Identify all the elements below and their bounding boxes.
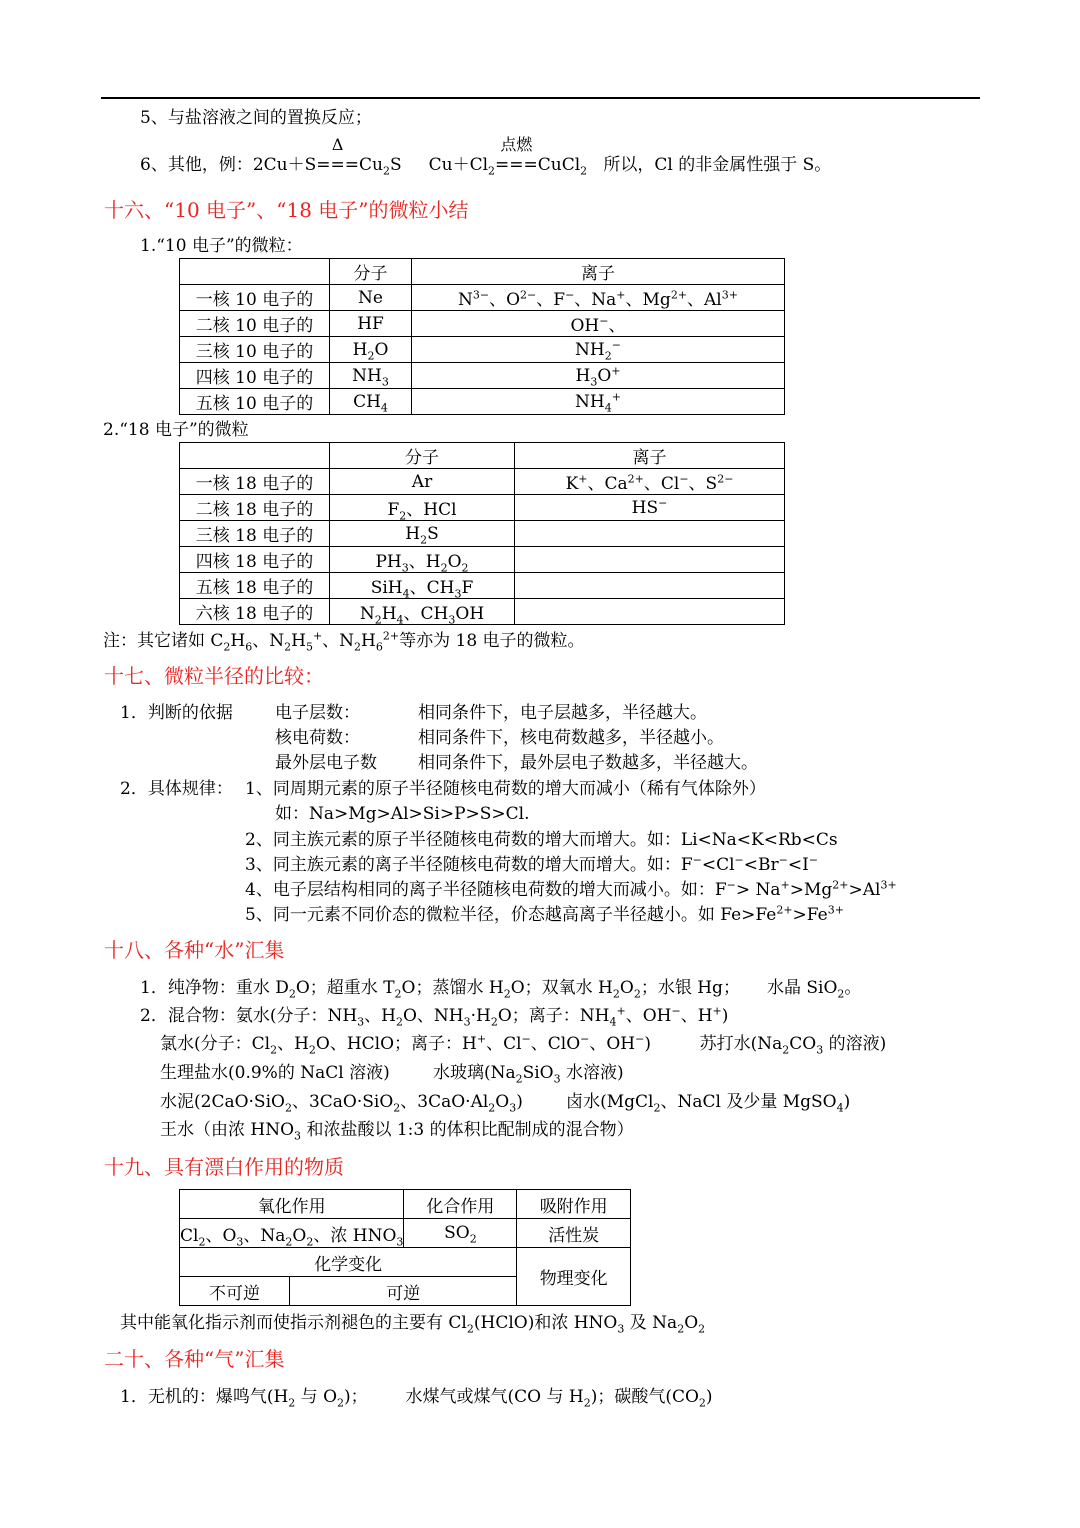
sec17-rule2: 2、同主族元素的原子半径随核电荷数的增大而增大。如：Li<Na<K<Rb<Cs — [245, 830, 838, 850]
table-row — [180, 599, 785, 625]
table-cell: 二核 10 电子的 — [180, 311, 330, 337]
table-cell: 四核 10 电子的 — [180, 363, 330, 389]
table-cell: K+、$Ca^{2+}$、Cl−、$S^{2-}$ — [515, 469, 785, 495]
section-16-title: 十六、“10 电子”、“18 电子”的微粒小结 — [104, 198, 469, 222]
intro-line-6-prefix: 6、其他，例： — [140, 155, 253, 175]
table-row — [180, 1219, 631, 1248]
table-row — [180, 389, 785, 415]
table-row — [180, 547, 785, 573]
intro-line-5: 5、与盐溶液之间的置换反应； — [140, 108, 372, 128]
table-cell: $H_2S$ — [330, 521, 515, 547]
sec17-r1-a: 电子层数： — [275, 703, 360, 723]
table-cell: 离子 — [412, 259, 785, 285]
table-cell — [515, 521, 785, 547]
table-cell: 四核 18 电子的 — [180, 547, 330, 573]
table-cell: $NH_3$ — [330, 363, 412, 389]
ignite-label: 点燃 — [500, 135, 533, 154]
sec17-rule4: 4、电子层结构相同的离子半径随核电荷数的增大而减小。如：$F^-> Na^+>Mg^{2+}>Al^{3+}$ — [245, 878, 897, 900]
sec16-sub1: 1.“10 电子”的微粒： — [140, 236, 303, 256]
table-cell: Ar — [330, 469, 515, 495]
table-cell: $H_2O$ — [330, 337, 412, 363]
reaction-arrow-ignite: 点燃 === — [495, 135, 538, 175]
table-cell: 分子 — [330, 443, 515, 469]
table-cell: $Cl_2$、$O_3$、$Na_2O_2$、浓 $HNO_3$ — [180, 1219, 404, 1248]
table-cell: 一核 10 电子的 — [180, 285, 330, 311]
table-row — [180, 1248, 631, 1277]
table-cell: $N_2H_4$、$CH_3OH$ — [330, 599, 515, 625]
table-cell: 离子 — [515, 443, 785, 469]
table-cell: $H_3O^+$ — [412, 363, 785, 389]
table-cell: HS− — [515, 495, 785, 521]
table-cell: $CH_4$ — [330, 389, 412, 415]
ion-hs: HS — [631, 497, 659, 518]
table-cell: $SO_2$ — [404, 1219, 517, 1248]
table-row — [180, 495, 785, 521]
table-cell: $F_2$、HCl — [330, 495, 515, 521]
table-cell: $NH_4^+$ — [412, 389, 785, 415]
water-mix-4: 水泥(2CaO·SiO$_2$、3CaO·SiO$_2$、$3CaO\cdot Al_2O_3$) 卤水(MgCl$_2$、NaCl 及少量 MgSO$_4$) — [160, 1092, 851, 1115]
heat-symbol: Δ — [331, 135, 344, 154]
gas-inorganic: 1．无机的：爆鸣气($H_2$ 与 $O_2$)； 水煤气或煤气(CO 与 $H_2$)；碳酸气$(CO_2)$ — [120, 1387, 713, 1410]
table-cell: 不可逆 — [180, 1277, 290, 1306]
section-19-title: 十九、具有漂白作用的物质 — [104, 1155, 344, 1179]
table-row — [180, 363, 785, 389]
sec17-r1-c-text: 相同条件下，最外层电子数越多，半径越大。 — [418, 753, 758, 773]
table-cell: 物理变化 — [517, 1248, 631, 1306]
rule4-text: 4、电子层结构相同的离子半径随核电荷数的增大而减小。如：F — [245, 880, 727, 900]
table-18-electron — [179, 442, 785, 625]
table-cell — [515, 599, 785, 625]
table-row — [180, 1190, 631, 1219]
sec17-rule1b: 如：Na>Mg>Al>Si>P>S>Cl. — [275, 804, 530, 824]
table-row — [180, 311, 785, 337]
table-row — [180, 443, 785, 469]
table-cell: 活性炭 — [517, 1219, 631, 1248]
table-cell: 一核 18 电子的 — [180, 469, 330, 495]
sec17-rule3: 3、同主族元素的离子半径随核电荷数的增大而增大。如：F−<Cl−<Br−<I− — [245, 853, 819, 875]
table-cell: 三核 10 电子的 — [180, 337, 330, 363]
sec17-r1-label: 1．判断的依据 — [120, 703, 233, 723]
table-cell — [180, 259, 330, 285]
table-cell: 可逆 — [290, 1277, 517, 1306]
sec17-rule5: 5、同一元素不同价态的微粒半径，价态越高离子半径越小。如 $Fe>Fe^{2+}>Fe^{3+}$ — [245, 903, 844, 925]
table-cell: 二核 18 电子的 — [180, 495, 330, 521]
sec17-r1-b-text: 相同条件下，核电荷数越多，半径越小。 — [418, 728, 724, 748]
water-mix-3: 生理盐水(0.9%的 NaCl 溶液) 水玻璃($Na_2SiO_3$ 水溶液) — [160, 1063, 624, 1086]
table-row — [180, 259, 785, 285]
water-mix-1: 2．混合物：氨水(分子：$NH_3$、$H_2O$、$NH_3\cdot H_2O$；离子：$NH_4^+$、OH−、H+) — [140, 1004, 729, 1029]
table-row — [180, 337, 785, 363]
table-cell: 化合作用 — [404, 1190, 517, 1219]
table-cell: 分子 — [330, 259, 412, 285]
sec17-r1-c: 最外层电子数 — [275, 753, 377, 773]
sec17-rule1: 1、同周期元素的原子半径随核电荷数的增大而减小（稀有气体除外） — [245, 779, 766, 799]
section-17-title: 十七、微粒半径的比较： — [104, 664, 324, 688]
table-cell: $N^{3-}$、$O^{2-}$、F−、Na+、$Mg^{2+}$、$Al^{3+}$ — [412, 285, 785, 311]
table-row — [180, 573, 785, 599]
table-cell: SiH$_4$、$CH_3F$ — [330, 573, 515, 599]
table-row — [180, 285, 785, 311]
table-cell: 氧化作用 — [180, 1190, 404, 1219]
water-pure: 1．纯净物：重水 $D_2O$；超重水 $T_2O$；蒸馏水 $H_2O$；双氧水 $H_2O_2$；水银 Hg； 水晶 SiO$_2$。 — [140, 978, 862, 1001]
reaction-arrow-heat: Δ === — [316, 135, 359, 175]
table-cell — [515, 547, 785, 573]
table-cell: 五核 10 电子的 — [180, 389, 330, 415]
sec16-note: 注：其它诸如 $C_2H_6$、$N_2H_5^+$、$N_2H_6^{2+}$等亦为 18 电子的微粒。 — [103, 629, 585, 654]
rule3-text: 3、同主族元素的离子半径随核电荷数的增大而增大。如：F — [245, 855, 693, 875]
table-cell — [515, 573, 785, 599]
header-rule — [101, 97, 980, 99]
note-prefix: 注：其它诸如 — [103, 631, 205, 651]
water-mix-2: 氯水(分子：$Cl_2$、$H_2O$、HClO；离子：H+、Cl−、ClO−、OH−) 苏打水($Na_2CO_3$ 的溶液) — [160, 1032, 887, 1057]
table-row — [180, 469, 785, 495]
water-mix-5: 王水（由浓 $HNO_3$ 和浓盐酸以 1:3 的体积比配制成的混合物） — [160, 1120, 634, 1143]
table-cell: Ne — [330, 285, 412, 311]
table-cell: 化学变化 — [180, 1248, 517, 1277]
table-cell: HF — [330, 311, 412, 337]
intro-line-6-suffix: 所以，Cl 的非金属性强于 S。 — [603, 155, 832, 175]
table-cell: 六核 18 电子的 — [180, 599, 330, 625]
table-10-electron — [179, 258, 785, 415]
section-18-title: 十八、各种“水”汇集 — [104, 938, 285, 962]
table-cell — [180, 443, 330, 469]
table-cell: $NH_2^-$ — [412, 337, 785, 363]
sec17-r1-b: 核电荷数： — [275, 728, 360, 748]
sec16-sub2: 2.“18 电子”的微粒 — [103, 420, 249, 440]
table-cell: $PH_3$、$H_2O_2$ — [330, 547, 515, 573]
intro-line-6: 6、其他，例：2Cu＋S Δ $===Cu_2S$ $Cu+Cl_2$ 点燃 ===CuCl$_2$ 所以，Cl 的非金属性强于 S。 — [140, 135, 832, 178]
table-row — [180, 521, 785, 547]
table-cell: 五核 18 电子的 — [180, 573, 330, 599]
table-cell: 三核 18 电子的 — [180, 521, 330, 547]
section-20-title: 二十、各种“气”汇集 — [104, 1347, 285, 1371]
table-cell: OH−、 — [412, 311, 785, 337]
table-cell: 吸附作用 — [517, 1190, 631, 1219]
sec17-r2-label: 2．具体规律： — [120, 779, 233, 799]
bleach-note: 其中能氧化指示剂而使指示剂褪色的主要有 $Cl_2(HClO)$和浓 $HNO_3$ 及 $Na_2O_2$ — [120, 1313, 706, 1336]
table-bleaching — [179, 1189, 631, 1306]
rule5-text: 5、同一元素不同价态的微粒半径，价态越高离子半径越小。如 Fe>Fe — [245, 905, 777, 925]
sec17-r1-a-text: 相同条件下，电子层越多，半径越大。 — [418, 703, 707, 723]
